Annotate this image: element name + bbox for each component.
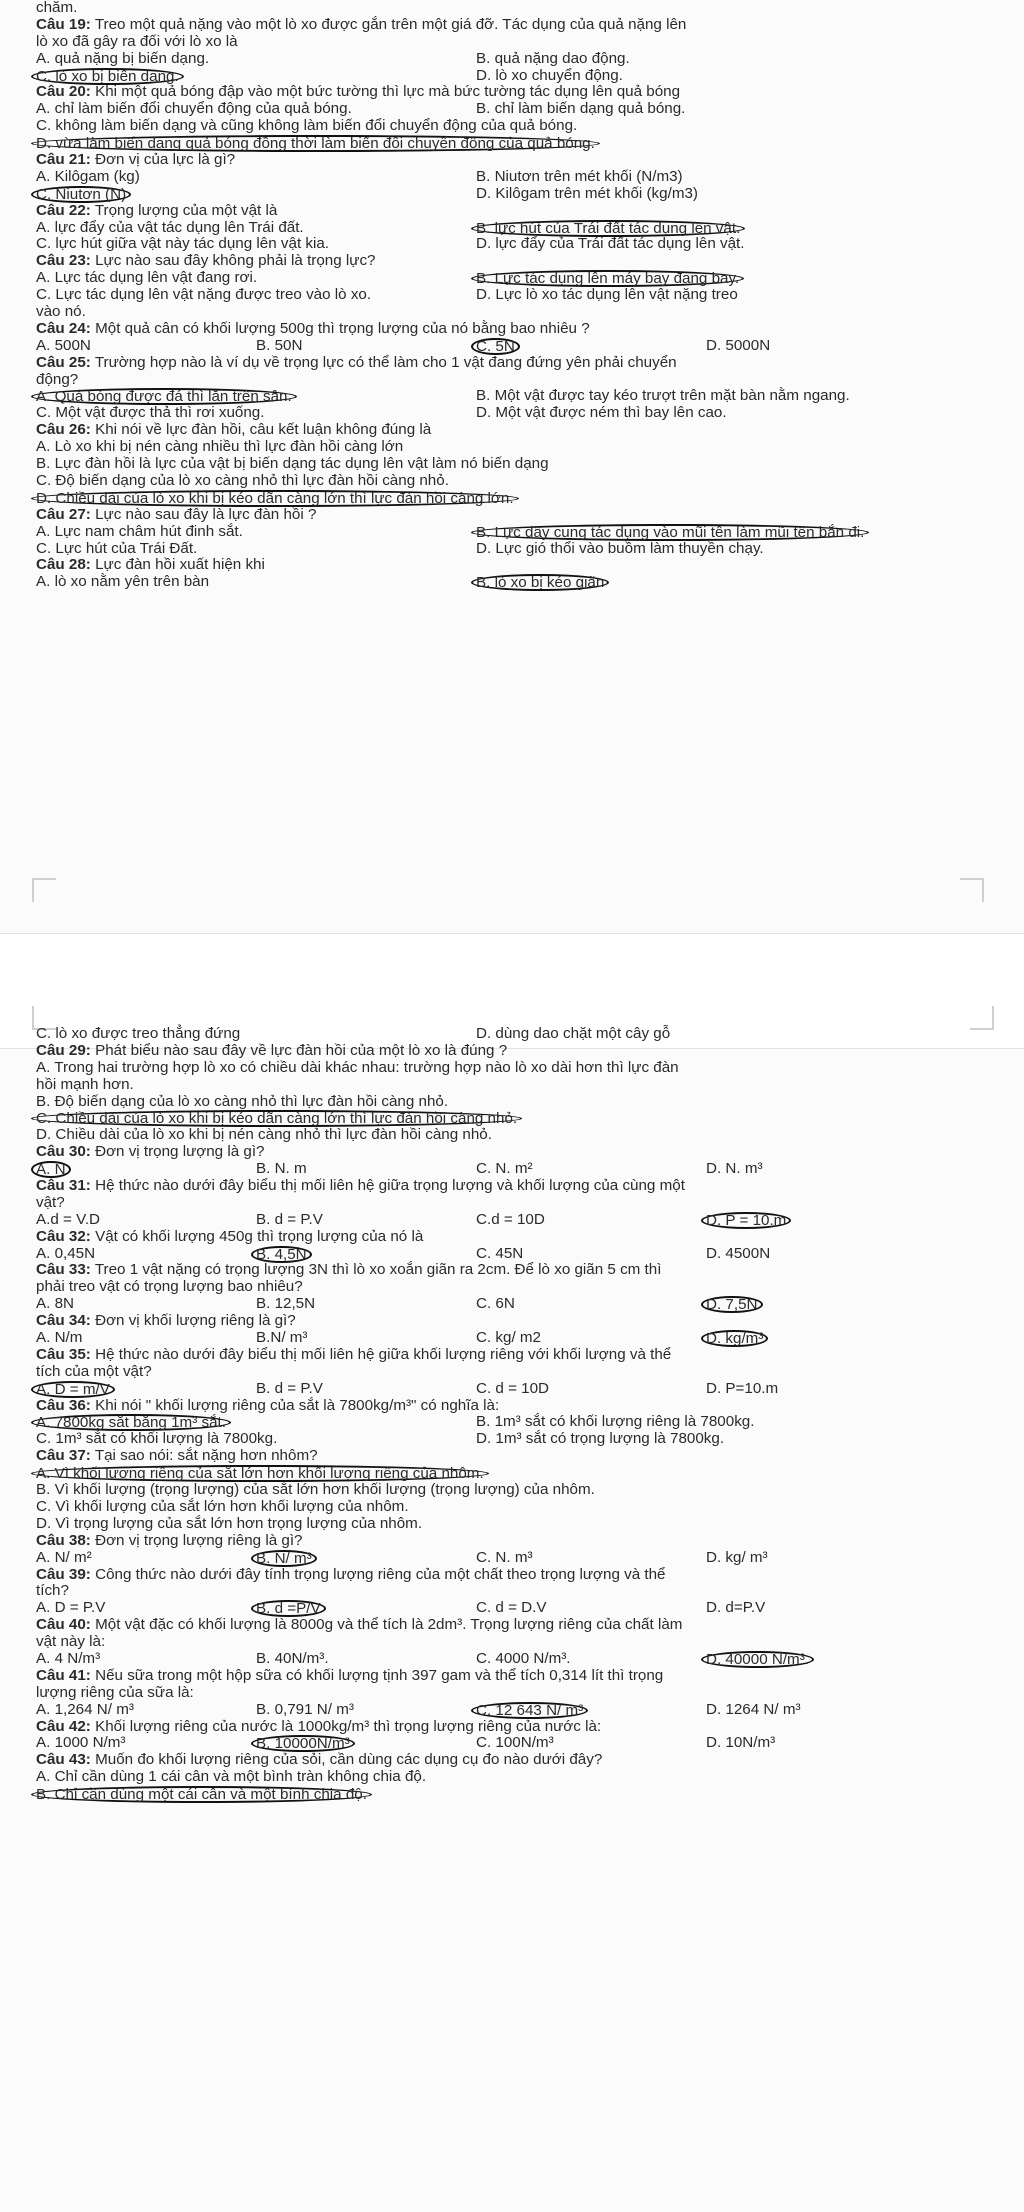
answer-circle-mark: C. Chiều dài của lò xo khi bị kéo dãn càng lớn thì lực đàn hồi càng nhỏ. bbox=[31, 1110, 522, 1127]
q40-stem: Câu 40: Một vật đặc có khối lượng là 8000g và thể tích là 2dm³. Trọng lượng riêng của chất làm bbox=[36, 1616, 683, 1634]
q42-options bbox=[36, 1735, 986, 1752]
q32-option-d[interactable]: D. 4500N bbox=[706, 1244, 771, 1262]
q32-stem: Câu 32: Vật có khối lượng 450g thì trọng lượng của nó là bbox=[36, 1227, 424, 1245]
q25-options-row1 bbox=[36, 388, 986, 405]
q22-stem: Câu 22: Trọng lượng của một vật là bbox=[36, 201, 278, 219]
q33-stem: Câu 33: Treo 1 vật nặng có trọng lượng 3N thì lò xo xoắn giãn ra 2cm. Để lò xo giãn 5 cm thì bbox=[36, 1261, 662, 1279]
q25-options-row2 bbox=[36, 405, 986, 422]
q42-stem: Câu 42: Khối lượng riêng của nước là 1000kg/m³ thì trọng lượng riêng của nước là: bbox=[36, 1717, 602, 1735]
q26-option-c[interactable]: C. Độ biến dạng của lò xo càng nhỏ thì lực đàn hồi càng nhỏ. bbox=[36, 471, 449, 489]
q26-option-b[interactable]: B. Lực đàn hồi là lực của vật bị biến dạng tác dụng lên vật làm nó biến dạng bbox=[36, 455, 549, 473]
q26-option-a[interactable]: A. Lò xo khi bị nén càng nhiều thì lực đàn hồi càng lớn bbox=[36, 438, 404, 456]
answer-circle-mark: B. 4,5N bbox=[251, 1246, 312, 1263]
q28-option-a[interactable]: A. lò xo nằm yên trên bàn bbox=[36, 573, 210, 591]
q23-option-d[interactable]: D. Lực lò xo tác dụng lên vật nặng treo bbox=[476, 286, 738, 304]
q25-stem-cont: động? bbox=[36, 370, 79, 388]
q31-option-b[interactable]: B. d = P.V bbox=[256, 1210, 323, 1228]
q19-option-d[interactable]: D. lò xo chuyển động. bbox=[476, 66, 623, 84]
q34-option-a[interactable]: A. N/m bbox=[36, 1329, 83, 1347]
q33-option-d-selected[interactable] bbox=[706, 1296, 986, 1314]
q37-option-b[interactable]: B. Vì khối lượng (trọng lượng) của sắt lớn hơn khối lượng (trọng lượng) của nhôm. bbox=[36, 1481, 595, 1499]
q33-option-a[interactable]: A. 8N bbox=[36, 1295, 74, 1313]
q23-option-a[interactable]: A. Lực tác dụng lên vật đang rơi. bbox=[36, 269, 258, 287]
q38-options bbox=[36, 1550, 986, 1567]
answer-circle-mark: A. D = m/V bbox=[31, 1381, 115, 1398]
q36-option-c[interactable]: C. 1m³ sắt có khối lượng là 7800kg. bbox=[36, 1430, 278, 1448]
q42-option-c[interactable]: C. 100N/m³ bbox=[476, 1734, 554, 1752]
q22-options-row1 bbox=[36, 220, 986, 237]
q35-option-b[interactable]: B. d = P.V bbox=[256, 1379, 323, 1397]
answer-circle-mark: A. N bbox=[31, 1161, 71, 1178]
q30-option-b[interactable]: B. N. m bbox=[256, 1160, 307, 1178]
q31-option-a[interactable]: A.d = V.D bbox=[36, 1210, 101, 1228]
q33-option-b[interactable]: B. 12,5N bbox=[256, 1295, 316, 1313]
q21-option-a[interactable]: A. Kilôgam (kg) bbox=[36, 167, 140, 185]
q34-option-c[interactable]: C. kg/ m2 bbox=[476, 1329, 541, 1347]
q28-options-row1 bbox=[36, 574, 986, 591]
q25-stem: Câu 25: Trường hợp nào là ví dụ về trọng lực có thể làm cho 1 vật đang đứng yên phải chuyển bbox=[36, 353, 677, 371]
q35-stem: Câu 35: Hệ thức nào dưới đây biểu thị mối liên hệ giữa khối lượng riêng với khối lượng và thể bbox=[36, 1345, 672, 1363]
q34-options bbox=[36, 1330, 986, 1347]
crop-corner-bottom-left bbox=[32, 878, 56, 902]
q20-option-a[interactable]: A. chỉ làm biến đổi chuyển động của quả bóng. bbox=[36, 100, 352, 118]
q23-options-row1 bbox=[36, 270, 986, 287]
q23-option-d-cont: vào nó. bbox=[36, 303, 86, 321]
q37-stem: Câu 37: Tại sao nói: sắt nặng hơn nhôm? bbox=[36, 1447, 318, 1465]
q41-stem: Câu 41: Nếu sữa trong một hộp sữa có khối lượng tịnh 397 gam và thể tích 0,314 lít thì trọng bbox=[36, 1666, 664, 1684]
answer-circle-mark: D. kg/m³ bbox=[701, 1330, 768, 1347]
q21-option-d[interactable]: D. Kilôgam trên mét khối (kg/m3) bbox=[476, 184, 698, 202]
answer-circle-mark: B. lực hút của Trái đất tác dụng lên vật. bbox=[471, 220, 745, 237]
q40-options bbox=[36, 1651, 986, 1668]
q28-option-d[interactable]: D. dùng dao chặt một cây gỗ bbox=[476, 1025, 671, 1042]
q27-options-row2 bbox=[36, 541, 986, 558]
q29-stem: Câu 29: Phát biểu nào sau đây về lực đàn hồi của một lò xo là đúng ? bbox=[36, 1041, 508, 1059]
q27-option-d[interactable]: D. Lực gió thổi vào buồm làm thuyền chạy. bbox=[476, 539, 764, 557]
q40-option-a[interactable]: A. 4 N/m³ bbox=[36, 1649, 101, 1667]
q19-options-row2 bbox=[36, 68, 986, 85]
q24-options bbox=[36, 338, 986, 355]
q38-option-a[interactable]: A. N/ m² bbox=[36, 1548, 92, 1566]
q38-option-c[interactable]: C. N. m³ bbox=[476, 1548, 533, 1566]
q31-option-c[interactable]: C.d = 10D bbox=[476, 1210, 545, 1228]
q23-stem: Câu 23: Lực nào sau đây không phải là trọng lực? bbox=[36, 252, 376, 270]
crop-corner-bottom-right bbox=[960, 878, 984, 902]
q24-stem: Câu 24: Một quả cân có khối lượng 500g thì trọng lượng của nó bằng bao nhiêu ? bbox=[36, 319, 590, 337]
answer-circle-mark: C. lò xo bị biến dạng. bbox=[31, 68, 184, 85]
q42-option-d[interactable]: D. 10N/m³ bbox=[706, 1734, 776, 1752]
q24-option-a[interactable]: A. 500N bbox=[36, 336, 91, 354]
q37-option-d[interactable]: D. Vì trọng lượng của sắt lớn hơn trọng lượng của nhôm. bbox=[36, 1514, 423, 1532]
answer-circle-mark: D. P = 10.m bbox=[701, 1212, 791, 1229]
q19-option-a[interactable]: A. quả nặng bị biến dạng. bbox=[36, 49, 210, 67]
q41-option-b[interactable]: B. 0,791 N/ m³ bbox=[256, 1700, 354, 1718]
q27-option-a[interactable]: A. Lực nam châm hút đinh sắt. bbox=[36, 522, 243, 540]
top-fragment: chăm. bbox=[36, 0, 78, 16]
answer-circle-mark: A. Vì khối lượng riêng của sắt lớn hơn khối lượng riêng của nhôm. bbox=[31, 1465, 489, 1482]
q36-option-d[interactable]: D. 1m³ sắt có trọng lượng là 7800kg. bbox=[476, 1430, 725, 1448]
q26-option-d-selected[interactable] bbox=[36, 490, 986, 507]
q27-options-row1 bbox=[36, 524, 986, 541]
q42-option-a[interactable]: A. 1000 N/m³ bbox=[36, 1734, 126, 1752]
q43-stem: Câu 43: Muốn đo khối lượng riêng của sỏi, cần dùng các dụng cụ đo nào dưới đây? bbox=[36, 1751, 603, 1769]
q21-option-b[interactable]: B. Niutơn trên mét khối (N/m3) bbox=[476, 167, 683, 185]
page-divider-top bbox=[0, 933, 1024, 934]
q35-options bbox=[36, 1381, 986, 1398]
q27-option-c[interactable]: C. Lực hút của Trái Đất. bbox=[36, 539, 198, 557]
q40-option-c[interactable]: C. 4000 N/m³. bbox=[476, 1649, 571, 1667]
q33-option-c[interactable]: C. 6N bbox=[476, 1295, 515, 1313]
answer-circle-mark: D. 40000 N/m³. bbox=[701, 1651, 814, 1668]
answer-circle-mark: D. Chiều dài của lò xo khi bị kéo dãn càng lớn thì lực đàn hồi càng lớn. bbox=[31, 490, 519, 507]
q38-option-d[interactable]: D. kg/ m³ bbox=[706, 1548, 768, 1566]
q19-options-row1 bbox=[36, 51, 986, 68]
q41-options bbox=[36, 1702, 986, 1719]
q39-option-a[interactable]: A. D = P.V bbox=[36, 1599, 106, 1617]
q41-option-a[interactable]: A. 1,264 N/ m³ bbox=[36, 1700, 134, 1718]
q41-stem-cont: lượng riêng của sữa là: bbox=[36, 1683, 194, 1701]
q36-options-row1 bbox=[36, 1414, 986, 1431]
q20-stem: Câu 20: Khi một quả bóng đập vào một bức tường thì lực mà bức tường tác dụng lên quả bóng bbox=[36, 83, 681, 101]
q22-option-c[interactable]: C. lực hút giữa vật này tác dụng lên vật kia. bbox=[36, 235, 330, 253]
q32-option-c[interactable]: C. 45N bbox=[476, 1244, 524, 1262]
page1-content bbox=[36, 0, 986, 591]
answer-circle-mark: A. 7800kg sắt bằng 1m³ sắt. bbox=[31, 1414, 231, 1431]
q23-options-row2 bbox=[36, 287, 986, 304]
q20-option-c[interactable]: C. không làm biến dạng và cũng không làm biến đổi chuyển động của quả bóng. bbox=[36, 117, 578, 135]
q28-stem: Câu 28: Lực đàn hồi xuất hiện khi bbox=[36, 556, 265, 574]
q28-options-row2 bbox=[36, 1026, 986, 1043]
q32-options bbox=[36, 1246, 986, 1263]
q39-option-c[interactable]: C. d = D.V bbox=[476, 1599, 547, 1617]
q21-options-row2 bbox=[36, 186, 986, 203]
answer-circle-mark: B. 10000N/m³ bbox=[251, 1735, 355, 1752]
q31-stem-cont: vật? bbox=[36, 1193, 65, 1211]
answer-circle-mark: B. Chỉ cần dùng một cái cân và một bình chia độ. bbox=[31, 1786, 372, 1803]
q39-stem: Câu 39: Công thức nào dưới đây tính trọng lượng riêng của một chất theo trọng lượng và thể bbox=[36, 1565, 666, 1583]
q35-option-c[interactable]: C. d = 10D bbox=[476, 1379, 550, 1397]
q27-option-b-selected[interactable] bbox=[476, 524, 986, 542]
q30-option-c[interactable]: C. N. m² bbox=[476, 1160, 533, 1178]
q43-option-b-selected[interactable] bbox=[36, 1786, 986, 1803]
q21-stem: Câu 21: Đơn vị của lực là gì? bbox=[36, 151, 236, 169]
q40-stem-cont: vật này là: bbox=[36, 1633, 106, 1651]
q20-option-d-selected[interactable] bbox=[36, 135, 986, 152]
q35-option-d[interactable]: D. P=10.m bbox=[706, 1379, 779, 1397]
page2-content bbox=[36, 1026, 986, 1803]
q23-option-c[interactable]: C. Lực tác dụng lên vật nặng được treo vào lò xo. bbox=[36, 286, 372, 304]
q29-option-b[interactable]: B. Độ biến dạng của lò xo càng nhỏ thì lực đàn hồi càng nhỏ. bbox=[36, 1092, 449, 1110]
q19-stem-cont: lò xo đã gây ra đối với lò xo là bbox=[36, 32, 238, 50]
answer-circle-mark: B. d =P/V bbox=[251, 1600, 326, 1617]
q25-option-b[interactable]: B. Một vật được tay kéo trượt trên mặt bàn nằm ngang. bbox=[476, 387, 850, 405]
q40-option-d-selected[interactable] bbox=[706, 1651, 986, 1669]
q36-stem: Câu 36: Khi nói " khối lượng riêng của sắt là 7800kg/m³" có nghĩa là: bbox=[36, 1396, 500, 1414]
q33-stem-cont: phải treo vật có trọng lượng bao nhiêu? bbox=[36, 1278, 303, 1296]
q24-option-b[interactable]: B. 50N bbox=[256, 336, 303, 354]
q19-option-b[interactable]: B. quả nặng dao động. bbox=[476, 49, 630, 67]
q33-options bbox=[36, 1296, 986, 1313]
answer-circle-mark: C. 12 643 N/ m³ bbox=[471, 1702, 588, 1719]
q29-option-a[interactable]: A. Trong hai trường hợp lò xo có chiều dài khác nhau: trường hợp nào lò xo dài hơn thì lực đàn bbox=[36, 1058, 679, 1076]
q29-option-a-cont: hồi mạnh hơn. bbox=[36, 1075, 134, 1093]
answer-circle-mark: B. Lực tác dụng lên máy bay đang bay. bbox=[471, 270, 744, 287]
q25-option-d[interactable]: D. Một vật được ném thì bay lên cao. bbox=[476, 404, 727, 422]
q31-options bbox=[36, 1212, 986, 1229]
q43-option-a[interactable]: A. Chỉ cần dùng 1 cái cân và một bình tràn không chia độ. bbox=[36, 1768, 427, 1786]
q22-option-a[interactable]: A. lực đẩy của vật tác dụng lên Trái đất. bbox=[36, 218, 304, 236]
q21-options-row1 bbox=[36, 169, 986, 186]
q39-stem-cont: tích? bbox=[36, 1582, 69, 1600]
q25-option-c[interactable]: C. Một vật được thả thì rơi xuống. bbox=[36, 404, 265, 422]
q31-stem: Câu 31: Hệ thức nào dưới đây biểu thị mối liên hệ giữa trọng lượng và khối lượng của cùng một bbox=[36, 1177, 685, 1195]
answer-circle-mark: C. 5N bbox=[471, 338, 520, 355]
q40-option-b[interactable]: B. 40N/m³. bbox=[256, 1649, 329, 1667]
q30-options bbox=[36, 1161, 986, 1178]
q34-option-d-selected[interactable] bbox=[706, 1330, 986, 1348]
answer-circle-mark: D. 7,5N bbox=[701, 1296, 763, 1313]
q30-option-d[interactable]: D. N. m³ bbox=[706, 1160, 763, 1178]
answer-circle-mark: B. lò xo bị kéo giãn bbox=[471, 574, 609, 591]
q26-stem: Câu 26: Khi nói về lực đàn hồi, câu kết luận không đúng là bbox=[36, 421, 432, 439]
q20-options-row1 bbox=[36, 101, 986, 118]
q36-options-row2 bbox=[36, 1431, 986, 1448]
q27-stem: Câu 27: Lực nào sau đây là lực đàn hồi ? bbox=[36, 505, 317, 523]
q19-stem: Câu 19: Treo một quả nặng vào một lò xo được gắn trên một giá đỡ. Tác dụng của quả nặng lên bbox=[36, 15, 687, 33]
q39-options bbox=[36, 1600, 986, 1617]
q39-option-d[interactable]: D. d=P.V bbox=[706, 1599, 766, 1617]
q36-option-b[interactable]: B. 1m³ sắt có khối lượng riêng là 7800kg. bbox=[476, 1413, 755, 1431]
q22-option-d[interactable]: D. lực đẩy của Trái đất tác dụng lên vật. bbox=[476, 235, 745, 253]
q22-options-row2 bbox=[36, 236, 986, 253]
q28-option-b-selected[interactable] bbox=[476, 574, 986, 592]
q41-option-d[interactable]: D. 1264 N/ m³ bbox=[706, 1700, 801, 1718]
q38-stem: Câu 38: Đơn vị trọng lượng riêng là gì? bbox=[36, 1531, 303, 1549]
q24-option-d[interactable]: D. 5000N bbox=[706, 336, 771, 354]
q37-option-c[interactable]: C. Vì khối lượng của sắt lớn hơn khối lượng của nhôm. bbox=[36, 1497, 409, 1515]
q30-stem: Câu 30: Đơn vị trọng lượng là gì? bbox=[36, 1143, 265, 1161]
q32-option-a[interactable]: A. 0,45N bbox=[36, 1244, 96, 1262]
q37-option-a-selected[interactable] bbox=[36, 1465, 986, 1482]
answer-circle-mark: B. N/ m³ bbox=[251, 1550, 317, 1567]
answer-circle-mark: A. Quả bóng được đá thì lăn trên sân. bbox=[31, 388, 297, 405]
q35-stem-cont: tích của một vật? bbox=[36, 1362, 152, 1380]
q28-option-c[interactable]: C. lò xo được treo thẳng đứng bbox=[36, 1025, 241, 1042]
q29-option-c-selected[interactable] bbox=[36, 1110, 986, 1127]
answer-circle-mark: B. Lực dây cung tác dụng vào mũi tên làm mũi tên bắn đi. bbox=[471, 524, 869, 541]
q31-option-d-selected[interactable] bbox=[706, 1212, 986, 1230]
q20-option-b[interactable]: B. chỉ làm biến dạng quả bóng. bbox=[476, 100, 686, 118]
q34-stem: Câu 34: Đơn vị khối lượng riêng là gì? bbox=[36, 1312, 296, 1330]
answer-circle-mark: D. vừa làm biến dạng quả bóng đồng thời làm biến đổi chuyển động của quả bóng. bbox=[31, 135, 600, 152]
q29-option-d[interactable]: D. Chiều dài của lò xo khi bị nén càng nhỏ thì lực đàn hồi càng nhỏ. bbox=[36, 1126, 492, 1144]
q34-option-b[interactable]: B.N/ m³ bbox=[256, 1329, 308, 1347]
answer-circle-mark: C. Niutơn (N) bbox=[31, 186, 131, 203]
